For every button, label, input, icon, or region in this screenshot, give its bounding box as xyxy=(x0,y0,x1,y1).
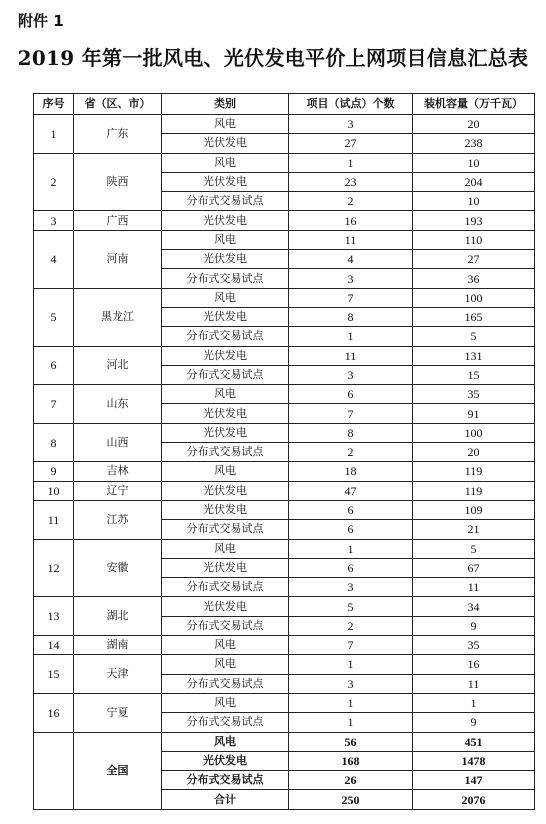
capacity-cell: 91 xyxy=(413,404,535,423)
project-count-cell: 3 xyxy=(289,674,413,693)
row-index: 12 xyxy=(34,539,74,597)
capacity-cell: 11 xyxy=(413,674,535,693)
capacity-cell: 15 xyxy=(413,365,535,384)
capacity-cell: 20 xyxy=(413,443,535,462)
category-cell: 光伏发电 xyxy=(162,597,289,616)
capacity-cell: 131 xyxy=(413,346,535,365)
table-row xyxy=(34,655,535,674)
category-cell: 光伏发电 xyxy=(162,404,289,423)
category-cell: 光伏发电 xyxy=(162,172,289,191)
category-cell: 光伏发电 xyxy=(162,751,289,770)
capacity-cell: 165 xyxy=(413,307,535,326)
category-cell: 风电 xyxy=(162,230,289,249)
project-count-cell: 4 xyxy=(289,250,413,269)
province-name: 湖南 xyxy=(74,636,162,655)
province-name: 宁夏 xyxy=(74,693,162,732)
capacity-cell: 238 xyxy=(413,134,535,153)
table-body xyxy=(34,115,535,810)
row-index: 16 xyxy=(34,693,74,732)
table-row xyxy=(34,539,535,558)
project-count-cell: 11 xyxy=(289,230,413,249)
category-cell: 风电 xyxy=(162,539,289,558)
province-name: 广东 xyxy=(74,115,162,154)
category-cell: 合计 xyxy=(162,790,289,809)
category-cell: 光伏发电 xyxy=(162,500,289,519)
category-cell: 分布式交易试点 xyxy=(162,443,289,462)
project-count-cell: 1 xyxy=(289,655,413,674)
project-count-cell: 18 xyxy=(289,462,413,481)
project-count-cell: 8 xyxy=(289,307,413,326)
project-count-cell: 7 xyxy=(289,404,413,423)
province-name: 山东 xyxy=(74,385,162,424)
project-count-cell: 3 xyxy=(289,269,413,288)
province-name: 江苏 xyxy=(74,500,162,539)
header-province: 省（区、市） xyxy=(74,94,162,115)
project-count-cell: 2 xyxy=(289,443,413,462)
table-row xyxy=(34,230,535,249)
row-index: 14 xyxy=(34,636,74,655)
province-name: 广西 xyxy=(74,211,162,230)
row-index: 6 xyxy=(34,346,74,385)
table-row xyxy=(34,211,535,230)
table-row xyxy=(34,481,535,500)
project-count-cell: 7 xyxy=(289,636,413,655)
category-cell: 风电 xyxy=(162,288,289,307)
project-count-cell: 1 xyxy=(289,693,413,712)
capacity-cell: 34 xyxy=(413,597,535,616)
project-count-cell: 16 xyxy=(289,211,413,230)
table-row xyxy=(34,597,535,616)
category-cell: 分布式交易试点 xyxy=(162,771,289,790)
capacity-cell: 110 xyxy=(413,230,535,249)
capacity-cell: 35 xyxy=(413,636,535,655)
table-row xyxy=(34,693,535,712)
project-count-cell: 3 xyxy=(289,365,413,384)
province-name: 湖北 xyxy=(74,597,162,636)
project-count-cell: 1 xyxy=(289,327,413,346)
project-count-cell: 27 xyxy=(289,134,413,153)
province-name: 吉林 xyxy=(74,462,162,481)
capacity-cell: 21 xyxy=(413,520,535,539)
category-cell: 分布式交易试点 xyxy=(162,520,289,539)
project-count-cell: 250 xyxy=(289,790,413,809)
category-cell: 风电 xyxy=(162,732,289,751)
capacity-cell: 67 xyxy=(413,558,535,577)
table-row xyxy=(34,346,535,365)
category-cell: 风电 xyxy=(162,693,289,712)
capacity-cell: 147 xyxy=(413,771,535,790)
category-cell: 光伏发电 xyxy=(162,250,289,269)
category-cell: 分布式交易试点 xyxy=(162,578,289,597)
province-name: 山西 xyxy=(74,423,162,462)
table-row xyxy=(34,636,535,655)
project-count-cell: 3 xyxy=(289,578,413,597)
row-index: 9 xyxy=(34,462,74,481)
project-count-cell: 26 xyxy=(289,771,413,790)
project-count-cell: 1 xyxy=(289,153,413,172)
row-index: 3 xyxy=(34,211,74,230)
capacity-cell: 36 xyxy=(413,269,535,288)
capacity-cell: 119 xyxy=(413,462,535,481)
row-index: 13 xyxy=(34,597,74,636)
project-count-cell: 5 xyxy=(289,597,413,616)
table-row xyxy=(34,115,535,134)
category-cell: 分布式交易试点 xyxy=(162,365,289,384)
category-cell: 分布式交易试点 xyxy=(162,327,289,346)
category-cell: 风电 xyxy=(162,385,289,404)
project-count-cell: 6 xyxy=(289,385,413,404)
header-index: 序号 xyxy=(34,94,74,115)
table-row xyxy=(34,423,535,442)
capacity-cell: 2076 xyxy=(413,790,535,809)
project-count-cell: 8 xyxy=(289,423,413,442)
project-count-cell: 6 xyxy=(289,520,413,539)
project-count-cell: 2 xyxy=(289,192,413,211)
capacity-cell: 109 xyxy=(413,500,535,519)
category-cell: 分布式交易试点 xyxy=(162,616,289,635)
category-cell: 风电 xyxy=(162,115,289,134)
province-name: 辽宁 xyxy=(74,481,162,500)
province-name: 安徽 xyxy=(74,539,162,597)
header-row xyxy=(34,94,535,115)
header-category: 类别 xyxy=(162,94,289,115)
capacity-cell: 10 xyxy=(413,192,535,211)
category-cell: 风电 xyxy=(162,153,289,172)
project-count-cell: 2 xyxy=(289,616,413,635)
project-count-cell: 56 xyxy=(289,732,413,751)
category-cell: 光伏发电 xyxy=(162,307,289,326)
project-count-cell: 1 xyxy=(289,713,413,732)
category-cell: 风电 xyxy=(162,462,289,481)
capacity-cell: 5 xyxy=(413,327,535,346)
category-cell: 分布式交易试点 xyxy=(162,713,289,732)
province-name: 陕西 xyxy=(74,153,162,211)
capacity-cell: 35 xyxy=(413,385,535,404)
row-index: 1 xyxy=(34,115,74,154)
capacity-cell: 204 xyxy=(413,172,535,191)
capacity-cell: 451 xyxy=(413,732,535,751)
header-capacity: 装机容量（万千瓦） xyxy=(413,94,535,115)
project-count-cell: 6 xyxy=(289,500,413,519)
project-count-cell: 1 xyxy=(289,539,413,558)
row-index: 15 xyxy=(34,655,74,694)
header-project-count: 项目（试点）个数 xyxy=(289,94,413,115)
row-index: 8 xyxy=(34,423,74,462)
project-count-cell: 11 xyxy=(289,346,413,365)
national-index-cell xyxy=(34,732,74,809)
capacity-cell: 119 xyxy=(413,481,535,500)
document-title: 2019 年第一批风电、光伏发电平价上网项目信息汇总表 xyxy=(17,46,529,70)
province-name: 天津 xyxy=(74,655,162,694)
category-cell: 光伏发电 xyxy=(162,346,289,365)
project-summary-table xyxy=(33,93,535,810)
table-row xyxy=(34,288,535,307)
table-row xyxy=(34,385,535,404)
capacity-cell: 1478 xyxy=(413,751,535,770)
table-row xyxy=(34,153,535,172)
category-cell: 风电 xyxy=(162,655,289,674)
category-cell: 光伏发电 xyxy=(162,481,289,500)
row-index: 2 xyxy=(34,153,74,211)
national-total-row xyxy=(34,732,535,751)
capacity-cell: 9 xyxy=(413,713,535,732)
province-name: 河北 xyxy=(74,346,162,385)
row-index: 11 xyxy=(34,500,74,539)
project-count-cell: 6 xyxy=(289,558,413,577)
capacity-cell: 1 xyxy=(413,693,535,712)
attachment-label: 附件 1 xyxy=(18,12,64,30)
category-cell: 分布式交易试点 xyxy=(162,192,289,211)
category-cell: 光伏发电 xyxy=(162,558,289,577)
project-count-cell: 47 xyxy=(289,481,413,500)
capacity-cell: 100 xyxy=(413,423,535,442)
table-row xyxy=(34,500,535,519)
capacity-cell: 16 xyxy=(413,655,535,674)
project-count-cell: 7 xyxy=(289,288,413,307)
row-index: 4 xyxy=(34,230,74,288)
row-index: 5 xyxy=(34,288,74,346)
project-count-cell: 168 xyxy=(289,751,413,770)
capacity-cell: 100 xyxy=(413,288,535,307)
capacity-cell: 193 xyxy=(413,211,535,230)
capacity-cell: 11 xyxy=(413,578,535,597)
capacity-cell: 27 xyxy=(413,250,535,269)
category-cell: 分布式交易试点 xyxy=(162,674,289,693)
project-count-cell: 3 xyxy=(289,115,413,134)
province-name: 黑龙江 xyxy=(74,288,162,346)
row-index: 7 xyxy=(34,385,74,424)
category-cell: 风电 xyxy=(162,636,289,655)
project-count-cell: 23 xyxy=(289,172,413,191)
category-cell: 光伏发电 xyxy=(162,423,289,442)
category-cell: 光伏发电 xyxy=(162,134,289,153)
table-row xyxy=(34,462,535,481)
capacity-cell: 20 xyxy=(413,115,535,134)
capacity-cell: 9 xyxy=(413,616,535,635)
capacity-cell: 10 xyxy=(413,153,535,172)
row-index: 10 xyxy=(34,481,74,500)
category-cell: 分布式交易试点 xyxy=(162,269,289,288)
category-cell: 光伏发电 xyxy=(162,211,289,230)
province-name: 河南 xyxy=(74,230,162,288)
national-label: 全国 xyxy=(74,732,162,809)
capacity-cell: 5 xyxy=(413,539,535,558)
